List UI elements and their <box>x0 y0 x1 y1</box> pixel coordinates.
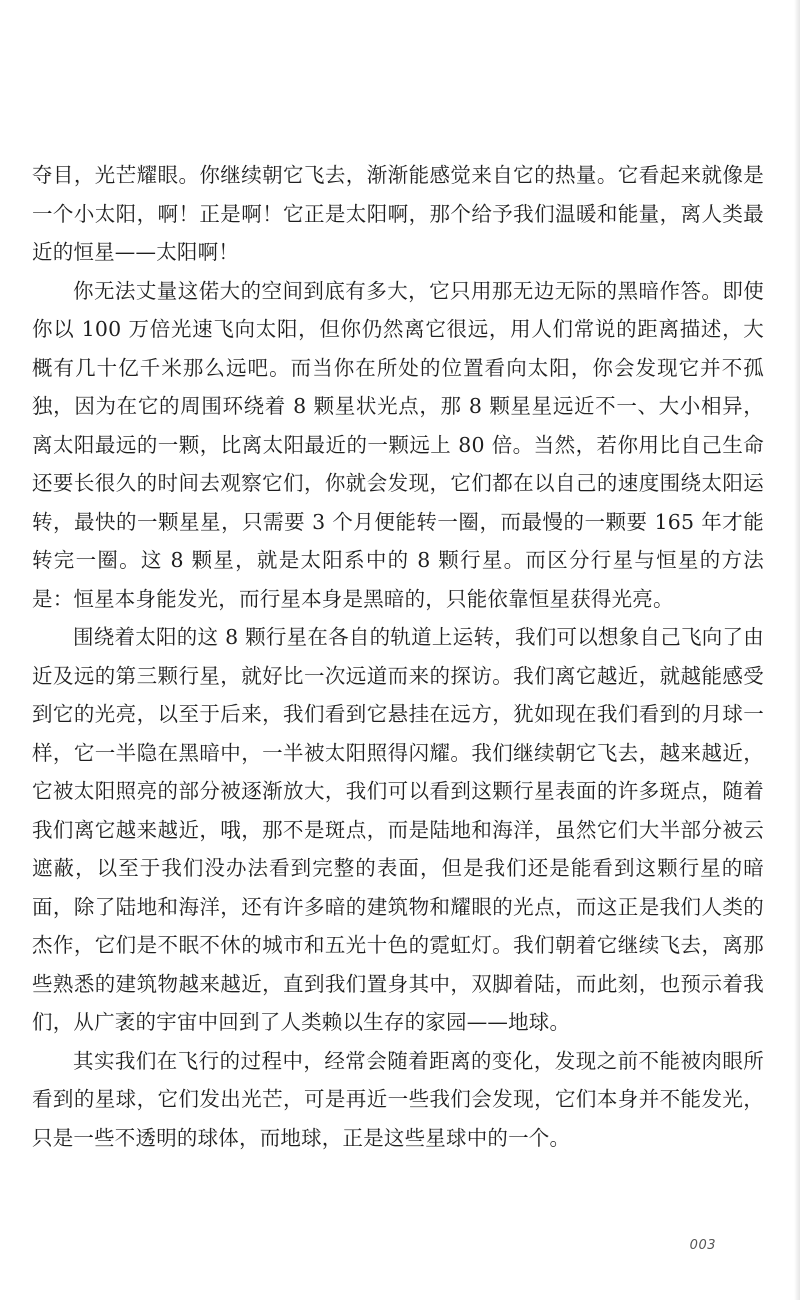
paragraph: 其实我们在飞行的过程中，经常会随着距离的变化，发现之前不能被肉眼所看到的星球，它们发出光芒，可是再近一些我们会发现，它们本身并不能发光，只是一些不透明的球体，而地球，正是这些星球中的一个。 <box>32 1048 764 1150</box>
body-text <box>32 156 764 1157</box>
paragraph: 围绕着太阳的这 8 颗行星在各自的轨道上运转，我们可以想象自己飞向了由近及远的第三颗行星，就好比一次远道而来的探访。我们离它越近，就越能感受到它的光亮，以至于后来，我们看到它悬挂在远方，犹如现在我们看到的月球一样，它一半隐在黑暗中，一半被太阳照得闪耀。我们继续朝它飞去，越来越近，它被太阳照亮的部分被逐渐放大，我们可以看到这颗行星表面的许多斑点，随着我们离它越来越近，哦，那不是斑点，而是陆地和海洋，虽然它们大半部分被云遮蔽，以至于我们没办法看到完整的表面，但是我们还是能看到这颗行星的暗面，除了陆地和海洋，还有许多暗的建筑物和耀眼的光点，而这正是我们人类的杰作，它们是不眠不休的城市和五光十色的霓虹灯。我们朝着它继续飞去，离那些熟悉的建筑物越来越近，直到我们置身其中，双脚着陆，而此刻，也预示着我们，从广袤的宇宙中回到了人类赖以生存的家园——地球。 <box>32 625 764 1034</box>
paragraph: 你无法丈量这偌大的空间到底有多大，它只用那无边无际的黑暗作答。即使你以 100 万倍光速飞向太阳，但你仍然离它很远，用人们常说的距离描述，大概有几十亿千米那么远吧。而当你在所处的位置看向太阳，你会发现它并不孤独，因为在它的周围环绕着 8 颗星状光点，那 8 颗星星远近不一、大小相异，离太阳最远的一颗，比离太阳最近的一颗远上 80 倍。当然，若你用比自己生命还要长很久的时间去观察它们，你就会发现，它们都在以自己的速度围绕太阳运转，最快的一颗星星，只需要 3 个月便能转一圈，而最慢的一颗要 165 年才能转完一圈。这 8 颗星，就是太阳系中的 8 颗行星。而区分行星与恒星的方法是：恒星本身能发光，而行星本身是黑暗的，只能依靠恒星获得光亮。 <box>32 278 764 611</box>
page-number: 003 <box>689 1238 716 1253</box>
paragraph-continued: 夺目，光芒耀眼。你继续朝它飞去，渐渐能感觉来自它的热量。它看起来就像是一个小太阳，啊！正是啊！它正是太阳啊，那个给予我们温暖和能量，离人类最近的恒星——太阳啊！ <box>32 163 764 264</box>
page-edge-shadow <box>794 0 800 1300</box>
